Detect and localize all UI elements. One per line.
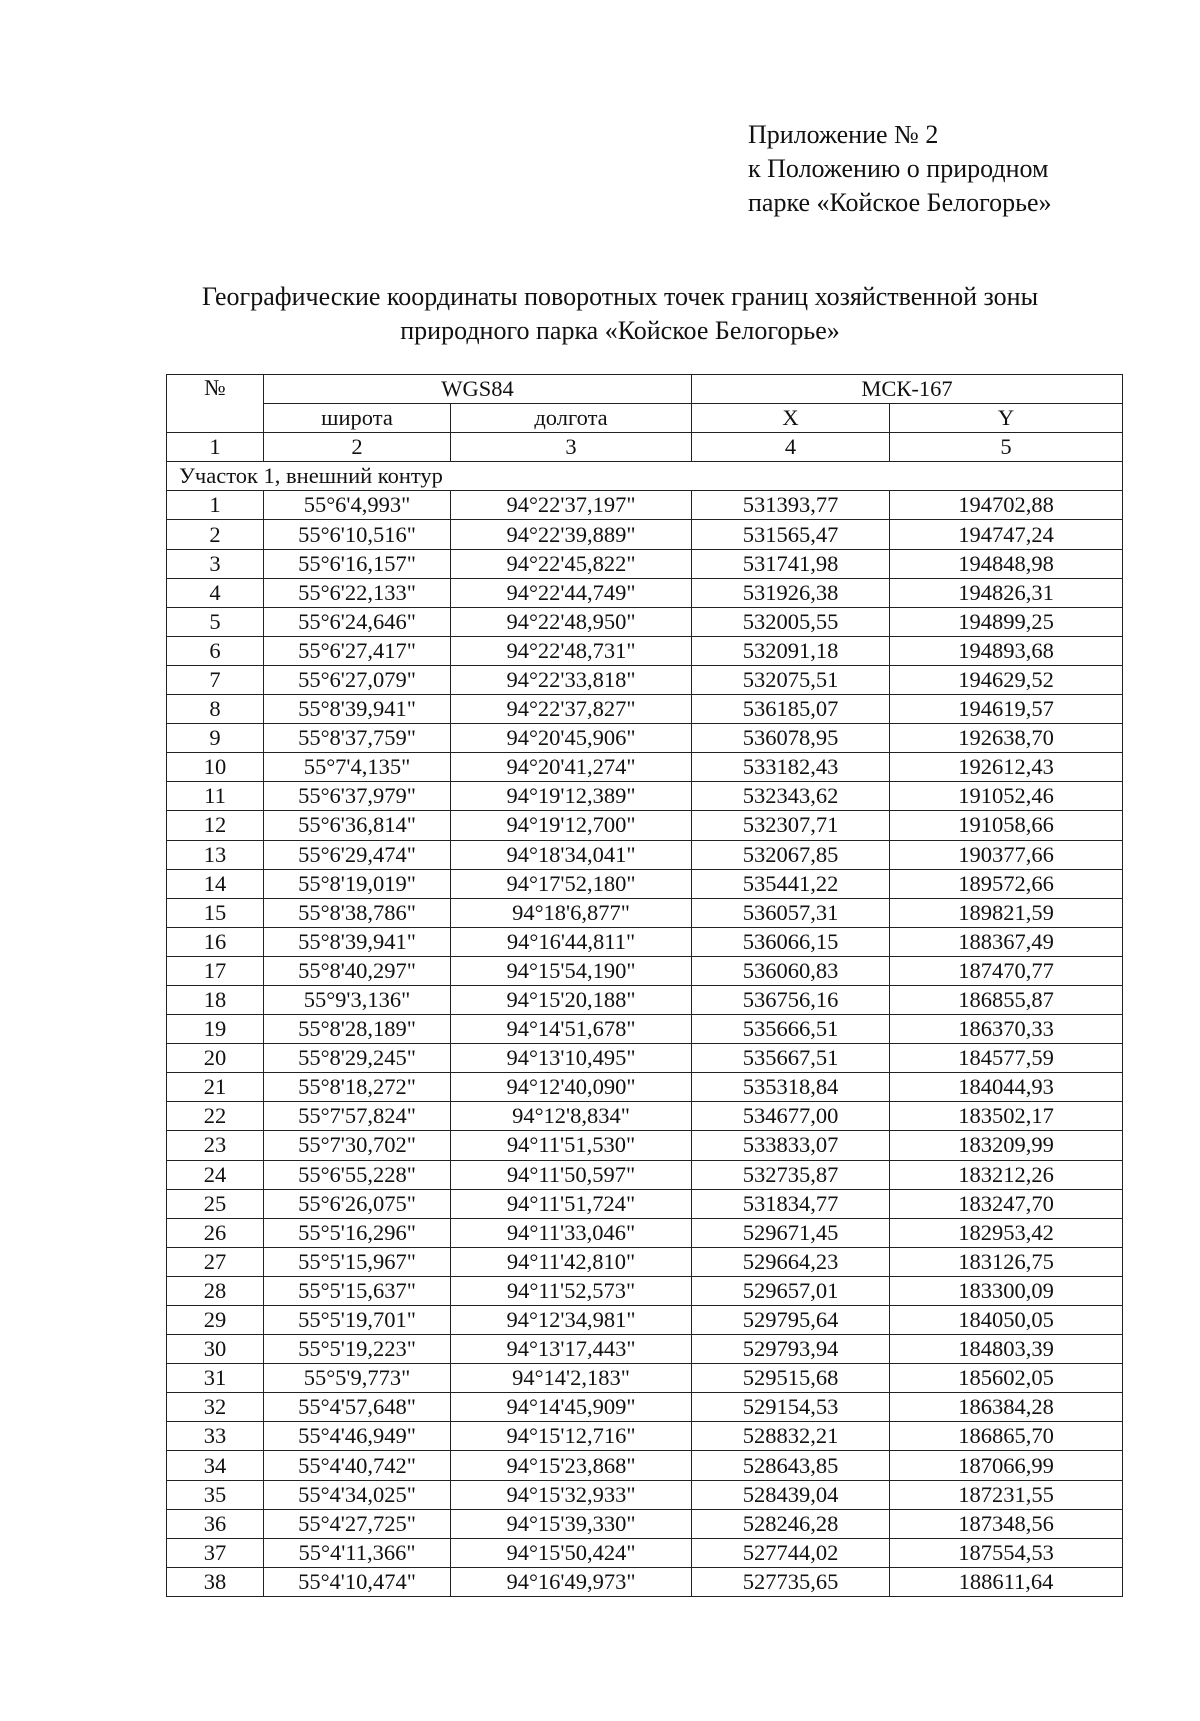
- table-row: [167, 491, 1123, 520]
- header-x: X: [692, 404, 890, 433]
- x-cell: 536185,07: [692, 695, 890, 724]
- table-row: [167, 724, 1123, 753]
- appendix-line-1: Приложение № 2: [748, 120, 939, 149]
- x-cell: 532091,18: [692, 636, 890, 665]
- longitude-cell: 94°14'45,909": [451, 1393, 692, 1422]
- header-latitude: широта: [264, 404, 451, 433]
- x-cell: 532005,55: [692, 607, 890, 636]
- latitude-cell: 55°5'9,773": [264, 1364, 451, 1393]
- latitude-cell: 55°7'4,135": [264, 753, 451, 782]
- y-cell: 183212,26: [890, 1160, 1123, 1189]
- latitude-cell: 55°6'26,075": [264, 1189, 451, 1218]
- x-cell: 531741,98: [692, 549, 890, 578]
- longitude-cell: 94°12'8,834": [451, 1102, 692, 1131]
- latitude-cell: 55°6'36,814": [264, 811, 451, 840]
- longitude-cell: 94°20'45,906": [451, 724, 692, 753]
- section-row: [167, 462, 1123, 491]
- table-row: [167, 782, 1123, 811]
- latitude-cell: 55°4'27,725": [264, 1509, 451, 1538]
- y-cell: 183126,75: [890, 1247, 1123, 1276]
- column-number: 3: [451, 433, 692, 462]
- point-number-cell: 7: [167, 665, 264, 694]
- table-row: [167, 1015, 1123, 1044]
- y-cell: 187470,77: [890, 956, 1123, 985]
- y-cell: 187066,99: [890, 1451, 1123, 1480]
- table-row: [167, 607, 1123, 636]
- latitude-cell: 55°8'39,941": [264, 927, 451, 956]
- longitude-cell: 94°15'54,190": [451, 956, 692, 985]
- table-row: [167, 520, 1123, 549]
- x-cell: 532343,62: [692, 782, 890, 811]
- header-wgs84: WGS84: [264, 375, 692, 404]
- latitude-cell: 55°4'40,742": [264, 1451, 451, 1480]
- table-row: [167, 1306, 1123, 1335]
- y-cell: 183247,70: [890, 1189, 1123, 1218]
- point-number-cell: 12: [167, 811, 264, 840]
- x-cell: 536078,95: [692, 724, 890, 753]
- point-number-cell: 14: [167, 869, 264, 898]
- appendix-line-3: парке «Койское Белогорье»: [748, 188, 1052, 217]
- y-cell: 185602,05: [890, 1364, 1123, 1393]
- column-number: 4: [692, 433, 890, 462]
- document-title: [120, 280, 1120, 348]
- x-cell: 531926,38: [692, 578, 890, 607]
- latitude-cell: 55°8'38,786": [264, 898, 451, 927]
- latitude-cell: 55°4'11,366": [264, 1538, 451, 1567]
- latitude-cell: 55°6'16,157": [264, 549, 451, 578]
- point-number-cell: 29: [167, 1306, 264, 1335]
- point-number-cell: 9: [167, 724, 264, 753]
- x-cell: 533182,43: [692, 753, 890, 782]
- longitude-cell: 94°11'50,597": [451, 1160, 692, 1189]
- latitude-cell: 55°5'19,223": [264, 1335, 451, 1364]
- point-number-cell: 11: [167, 782, 264, 811]
- table-row: [167, 549, 1123, 578]
- header-y: Y: [890, 404, 1123, 433]
- x-cell: 528439,04: [692, 1480, 890, 1509]
- longitude-cell: 94°22'37,827": [451, 695, 692, 724]
- latitude-cell: 55°8'40,297": [264, 956, 451, 985]
- point-number-cell: 36: [167, 1509, 264, 1538]
- point-number-cell: 22: [167, 1102, 264, 1131]
- table-row: [167, 1451, 1123, 1480]
- longitude-cell: 94°11'33,046": [451, 1218, 692, 1247]
- y-cell: 186865,70: [890, 1422, 1123, 1451]
- x-cell: 532067,85: [692, 840, 890, 869]
- longitude-cell: 94°22'39,889": [451, 520, 692, 549]
- table-row: [167, 869, 1123, 898]
- y-cell: 182953,42: [890, 1218, 1123, 1247]
- x-cell: 531834,77: [692, 1189, 890, 1218]
- header-msk167: МСК-167: [692, 375, 1123, 404]
- y-cell: 188611,64: [890, 1567, 1123, 1596]
- longitude-cell: 94°15'39,330": [451, 1509, 692, 1538]
- point-number-cell: 30: [167, 1335, 264, 1364]
- x-cell: 529657,01: [692, 1276, 890, 1305]
- longitude-cell: 94°17'52,180": [451, 869, 692, 898]
- point-number-cell: 6: [167, 636, 264, 665]
- point-number-cell: 18: [167, 985, 264, 1014]
- table-row: [167, 636, 1123, 665]
- appendix-note: [748, 118, 1052, 220]
- longitude-cell: 94°22'45,822": [451, 549, 692, 578]
- point-number-cell: 23: [167, 1131, 264, 1160]
- y-cell: 191052,46: [890, 782, 1123, 811]
- latitude-cell: 55°4'57,648": [264, 1393, 451, 1422]
- table-row: [167, 1160, 1123, 1189]
- longitude-cell: 94°11'51,724": [451, 1189, 692, 1218]
- x-cell: 528246,28: [692, 1509, 890, 1538]
- latitude-cell: 55°8'28,189": [264, 1015, 451, 1044]
- table-row: [167, 1538, 1123, 1567]
- column-number: 2: [264, 433, 451, 462]
- x-cell: 527744,02: [692, 1538, 890, 1567]
- y-cell: 183209,99: [890, 1131, 1123, 1160]
- x-cell: 531393,77: [692, 491, 890, 520]
- latitude-cell: 55°6'37,979": [264, 782, 451, 811]
- table-row: [167, 1247, 1123, 1276]
- longitude-cell: 94°15'12,716": [451, 1422, 692, 1451]
- section-label: Участок 1, внешний контур: [167, 462, 1123, 491]
- table-row: [167, 578, 1123, 607]
- point-number-cell: 15: [167, 898, 264, 927]
- y-cell: 194619,57: [890, 695, 1123, 724]
- header-row-1: [167, 375, 1123, 404]
- table-row: [167, 811, 1123, 840]
- table-row: [167, 753, 1123, 782]
- latitude-cell: 55°5'19,701": [264, 1306, 451, 1335]
- x-cell: 535666,51: [692, 1015, 890, 1044]
- x-cell: 529515,68: [692, 1364, 890, 1393]
- y-cell: 194893,68: [890, 636, 1123, 665]
- latitude-cell: 55°6'10,516": [264, 520, 451, 549]
- point-number-cell: 32: [167, 1393, 264, 1422]
- y-cell: 194848,98: [890, 549, 1123, 578]
- latitude-cell: 55°6'55,228": [264, 1160, 451, 1189]
- x-cell: 531565,47: [692, 520, 890, 549]
- x-cell: 535441,22: [692, 869, 890, 898]
- x-cell: 532075,51: [692, 665, 890, 694]
- y-cell: 194747,24: [890, 520, 1123, 549]
- point-number-cell: 8: [167, 695, 264, 724]
- x-cell: 535667,51: [692, 1044, 890, 1073]
- latitude-cell: 55°9'3,136": [264, 985, 451, 1014]
- y-cell: 184044,93: [890, 1073, 1123, 1102]
- y-cell: 194899,25: [890, 607, 1123, 636]
- table-row: [167, 1131, 1123, 1160]
- point-number-cell: 17: [167, 956, 264, 985]
- longitude-cell: 94°14'51,678": [451, 1015, 692, 1044]
- column-number: 5: [890, 433, 1123, 462]
- x-cell: 533833,07: [692, 1131, 890, 1160]
- point-number-cell: 37: [167, 1538, 264, 1567]
- title-line-1: Географические координаты поворотных точек границ хозяйственной зоны: [201, 282, 1039, 311]
- longitude-cell: 94°12'34,981": [451, 1306, 692, 1335]
- latitude-cell: 55°4'10,474": [264, 1567, 451, 1596]
- table-row: [167, 956, 1123, 985]
- longitude-cell: 94°11'42,810": [451, 1247, 692, 1276]
- table-row: [167, 1509, 1123, 1538]
- y-cell: 187231,55: [890, 1480, 1123, 1509]
- longitude-cell: 94°11'52,573": [451, 1276, 692, 1305]
- longitude-cell: 94°22'48,731": [451, 636, 692, 665]
- latitude-cell: 55°7'57,824": [264, 1102, 451, 1131]
- table-row: [167, 927, 1123, 956]
- longitude-cell: 94°19'12,389": [451, 782, 692, 811]
- longitude-cell: 94°22'37,197": [451, 491, 692, 520]
- y-cell: 186855,87: [890, 985, 1123, 1014]
- x-cell: 529795,64: [692, 1306, 890, 1335]
- point-number-cell: 16: [167, 927, 264, 956]
- latitude-cell: 55°6'27,079": [264, 665, 451, 694]
- x-cell: 529154,53: [692, 1393, 890, 1422]
- latitude-cell: 55°4'34,025": [264, 1480, 451, 1509]
- y-cell: 186384,28: [890, 1393, 1123, 1422]
- y-cell: 192638,70: [890, 724, 1123, 753]
- header-row-2: [167, 404, 1123, 433]
- x-cell: 529664,23: [692, 1247, 890, 1276]
- point-number-cell: 10: [167, 753, 264, 782]
- table-row: [167, 1480, 1123, 1509]
- column-number: 1: [167, 433, 264, 462]
- table-row: [167, 1044, 1123, 1073]
- latitude-cell: 55°6'4,993": [264, 491, 451, 520]
- y-cell: 189572,66: [890, 869, 1123, 898]
- table-row: [167, 1422, 1123, 1451]
- point-number-cell: 24: [167, 1160, 264, 1189]
- longitude-cell: 94°13'10,495": [451, 1044, 692, 1073]
- x-cell: 534677,00: [692, 1102, 890, 1131]
- longitude-cell: 94°19'12,700": [451, 811, 692, 840]
- y-cell: 192612,43: [890, 753, 1123, 782]
- table-row: [167, 1218, 1123, 1247]
- latitude-cell: 55°6'29,474": [264, 840, 451, 869]
- point-number-cell: 4: [167, 578, 264, 607]
- point-number-cell: 27: [167, 1247, 264, 1276]
- latitude-cell: 55°8'39,941": [264, 695, 451, 724]
- point-number-cell: 20: [167, 1044, 264, 1073]
- point-number-cell: 19: [167, 1015, 264, 1044]
- x-cell: 527735,65: [692, 1567, 890, 1596]
- point-number-cell: 21: [167, 1073, 264, 1102]
- header-number: №: [167, 375, 264, 433]
- point-number-cell: 13: [167, 840, 264, 869]
- point-number-cell: 25: [167, 1189, 264, 1218]
- longitude-cell: 94°15'50,424": [451, 1538, 692, 1567]
- latitude-cell: 55°8'29,245": [264, 1044, 451, 1073]
- y-cell: 186370,33: [890, 1015, 1123, 1044]
- table-row: [167, 1073, 1123, 1102]
- point-number-cell: 2: [167, 520, 264, 549]
- latitude-cell: 55°4'46,949": [264, 1422, 451, 1451]
- y-cell: 187348,56: [890, 1509, 1123, 1538]
- longitude-cell: 94°22'48,950": [451, 607, 692, 636]
- table-row: [167, 840, 1123, 869]
- x-cell: 536066,15: [692, 927, 890, 956]
- longitude-cell: 94°20'41,274": [451, 753, 692, 782]
- table-row: [167, 1335, 1123, 1364]
- y-cell: 194826,31: [890, 578, 1123, 607]
- latitude-cell: 55°8'18,272": [264, 1073, 451, 1102]
- longitude-cell: 94°15'23,868": [451, 1451, 692, 1480]
- table-row: [167, 1189, 1123, 1218]
- point-number-cell: 5: [167, 607, 264, 636]
- y-cell: 183300,09: [890, 1276, 1123, 1305]
- y-cell: 184803,39: [890, 1335, 1123, 1364]
- y-cell: 188367,49: [890, 927, 1123, 956]
- point-number-cell: 3: [167, 549, 264, 578]
- latitude-cell: 55°5'15,637": [264, 1276, 451, 1305]
- x-cell: 532307,71: [692, 811, 890, 840]
- y-cell: 183502,17: [890, 1102, 1123, 1131]
- table-row: [167, 1393, 1123, 1422]
- y-cell: 194629,52: [890, 665, 1123, 694]
- point-number-cell: 38: [167, 1567, 264, 1596]
- table-row: [167, 1567, 1123, 1596]
- point-number-cell: 33: [167, 1422, 264, 1451]
- table-row: [167, 1102, 1123, 1131]
- longitude-cell: 94°18'6,877": [451, 898, 692, 927]
- latitude-cell: 55°6'22,133": [264, 578, 451, 607]
- table-row: [167, 665, 1123, 694]
- table-row: [167, 1364, 1123, 1393]
- y-cell: 189821,59: [890, 898, 1123, 927]
- latitude-cell: 55°6'27,417": [264, 636, 451, 665]
- table-row: [167, 1276, 1123, 1305]
- latitude-cell: 55°7'30,702": [264, 1131, 451, 1160]
- longitude-cell: 94°15'32,933": [451, 1480, 692, 1509]
- y-cell: 190377,66: [890, 840, 1123, 869]
- coordinates-table-body: [167, 375, 1123, 1597]
- table-row: [167, 898, 1123, 927]
- y-cell: 184577,59: [890, 1044, 1123, 1073]
- point-number-cell: 34: [167, 1451, 264, 1480]
- y-cell: 191058,66: [890, 811, 1123, 840]
- longitude-cell: 94°14'2,183": [451, 1364, 692, 1393]
- x-cell: 535318,84: [692, 1073, 890, 1102]
- x-cell: 532735,87: [692, 1160, 890, 1189]
- longitude-cell: 94°16'44,811": [451, 927, 692, 956]
- longitude-cell: 94°12'40,090": [451, 1073, 692, 1102]
- point-number-cell: 28: [167, 1276, 264, 1305]
- y-cell: 184050,05: [890, 1306, 1123, 1335]
- longitude-cell: 94°18'34,041": [451, 840, 692, 869]
- longitude-cell: 94°16'49,973": [451, 1567, 692, 1596]
- header-longitude: долгота: [451, 404, 692, 433]
- longitude-cell: 94°13'17,443": [451, 1335, 692, 1364]
- longitude-cell: 94°22'33,818": [451, 665, 692, 694]
- latitude-cell: 55°8'19,019": [264, 869, 451, 898]
- latitude-cell: 55°6'24,646": [264, 607, 451, 636]
- x-cell: 529793,94: [692, 1335, 890, 1364]
- point-number-cell: 26: [167, 1218, 264, 1247]
- longitude-cell: 94°22'44,749": [451, 578, 692, 607]
- appendix-line-2: к Положению о природном: [748, 154, 1049, 183]
- y-cell: 187554,53: [890, 1538, 1123, 1567]
- longitude-cell: 94°15'20,188": [451, 985, 692, 1014]
- table-row: [167, 695, 1123, 724]
- latitude-cell: 55°5'16,296": [264, 1218, 451, 1247]
- x-cell: 536057,31: [692, 898, 890, 927]
- coordinates-table: [166, 374, 1123, 1597]
- longitude-cell: 94°11'51,530": [451, 1131, 692, 1160]
- table-row: [167, 985, 1123, 1014]
- x-cell: 536060,83: [692, 956, 890, 985]
- x-cell: 528643,85: [692, 1451, 890, 1480]
- x-cell: 529671,45: [692, 1218, 890, 1247]
- point-number-cell: 35: [167, 1480, 264, 1509]
- column-numbers-row: [167, 433, 1123, 462]
- point-number-cell: 31: [167, 1364, 264, 1393]
- x-cell: 528832,21: [692, 1422, 890, 1451]
- latitude-cell: 55°5'15,967": [264, 1247, 451, 1276]
- x-cell: 536756,16: [692, 985, 890, 1014]
- y-cell: 194702,88: [890, 491, 1123, 520]
- point-number-cell: 1: [167, 491, 264, 520]
- latitude-cell: 55°8'37,759": [264, 724, 451, 753]
- title-line-2: природного парка «Койское Белогорье»: [400, 316, 840, 345]
